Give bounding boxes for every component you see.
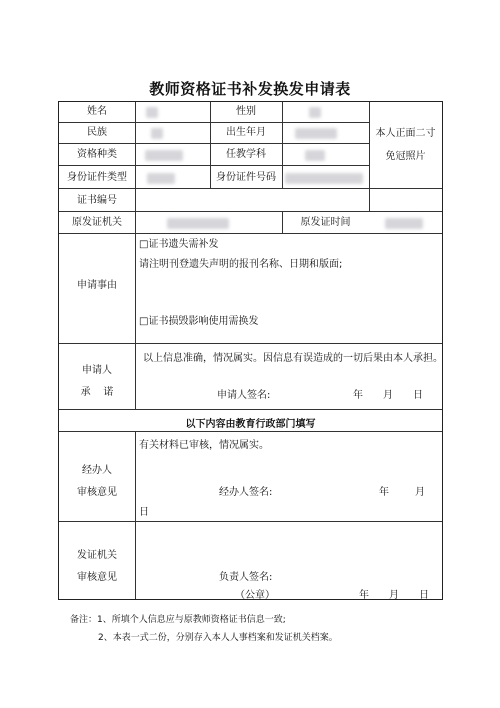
issuer-month: 月 — [389, 590, 399, 601]
handler-day: 日 — [139, 507, 149, 518]
handler-review-label: 审核意见 — [77, 487, 117, 498]
application-form-table — [58, 101, 443, 600]
issue-time-value[interactable] — [385, 218, 423, 229]
cert-number-label: 证书编号 — [77, 195, 117, 206]
id-number-label: 身份证件号码 — [216, 172, 276, 183]
official-seal-label: （公章） — [235, 590, 275, 601]
issuer-label: 原发证机关 — [72, 217, 122, 228]
form-title: 教师资格证书补发换发申请表 — [149, 80, 351, 98]
ethnicity-value[interactable] — [151, 128, 163, 139]
lost-reissue-checkbox[interactable]: □证书遗失需补发 — [139, 239, 219, 250]
gender-label: 性别 — [236, 106, 256, 117]
ethnicity-label: 民族 — [87, 127, 107, 138]
cert-type-value[interactable] — [145, 150, 183, 161]
id-type-label: 身份证件类型 — [67, 172, 127, 183]
gender-value[interactable] — [309, 107, 321, 118]
issuer-review-label: 发证机关 — [77, 550, 117, 561]
col-divider — [135, 431, 136, 599]
birth-label: 出生年月 — [226, 127, 266, 138]
handler-month: 月 — [415, 487, 425, 498]
pledge-month: 月 — [383, 390, 393, 401]
admin-section-header: 以下内容由教育行政部门填写 — [185, 419, 316, 430]
issue-time-label: 原发证时间 — [300, 217, 351, 228]
id-number-value[interactable] — [285, 173, 363, 184]
application-reason-label: 申请事由 — [77, 280, 117, 291]
row-divider — [59, 521, 442, 522]
subject-value[interactable] — [305, 150, 325, 161]
applicant-sign-label: 申请人签名: — [217, 390, 271, 401]
col-divider — [135, 102, 136, 233]
row-divider — [59, 343, 442, 344]
form-notes — [70, 611, 338, 647]
issuer-review-label-2: 审核意见 — [77, 572, 117, 583]
name-value[interactable] — [146, 107, 158, 118]
damaged-replace-checkbox[interactable]: □证书损毁影响使用需换发 — [139, 316, 259, 327]
pledge-day: 日 — [413, 390, 423, 401]
row-divider — [59, 143, 369, 144]
pledge-label: 申请人 — [82, 365, 112, 376]
photo-label-2: 免冠照片 — [385, 151, 426, 162]
row-divider — [59, 431, 442, 432]
row-divider — [59, 233, 442, 234]
responsible-sign-label: 负责人签名: — [219, 572, 273, 583]
issuer-year: 年 — [359, 590, 369, 601]
row-divider — [59, 409, 442, 410]
note-line-1: 备注：1、所填个人信息应与原教师资格证书信息一致; — [70, 615, 286, 625]
pledge-label-2: 承 诺 — [80, 387, 114, 398]
photo-label: 本人正面二寸 — [375, 128, 436, 139]
id-type-value[interactable] — [147, 173, 175, 184]
subject-label: 任教学科 — [226, 149, 266, 160]
pledge-text: 以上信息准确，情况属实。因信息有误造成的一切后果由本人承担。 — [143, 353, 443, 364]
issuer-day: 日 — [419, 590, 429, 601]
name-label: 姓名 — [87, 106, 107, 117]
cert-type-label: 资格种类 — [77, 149, 117, 160]
row-divider — [59, 165, 369, 166]
note-line-2: 2、本表一式二份，分别存入本人人事档案和发证机关档案。 — [98, 633, 338, 643]
birth-value[interactable] — [295, 128, 337, 139]
row-divider — [59, 211, 442, 212]
pledge-year: 年 — [353, 390, 363, 401]
handler-year: 年 — [379, 487, 389, 498]
issuer-value[interactable] — [167, 218, 229, 229]
handler-label: 经办人 — [82, 465, 112, 476]
lost-notice-instruction: 请注明刊登遗失声明的报刊名称、日期和版面; — [139, 259, 343, 270]
row-divider — [59, 188, 442, 189]
handler-sign-label: 经办人签名: — [219, 487, 273, 498]
col-divider — [282, 102, 283, 188]
col-divider — [135, 233, 136, 409]
handler-review-text: 有关材料已审核，情况属实。 — [139, 440, 269, 451]
row-divider — [59, 122, 369, 123]
